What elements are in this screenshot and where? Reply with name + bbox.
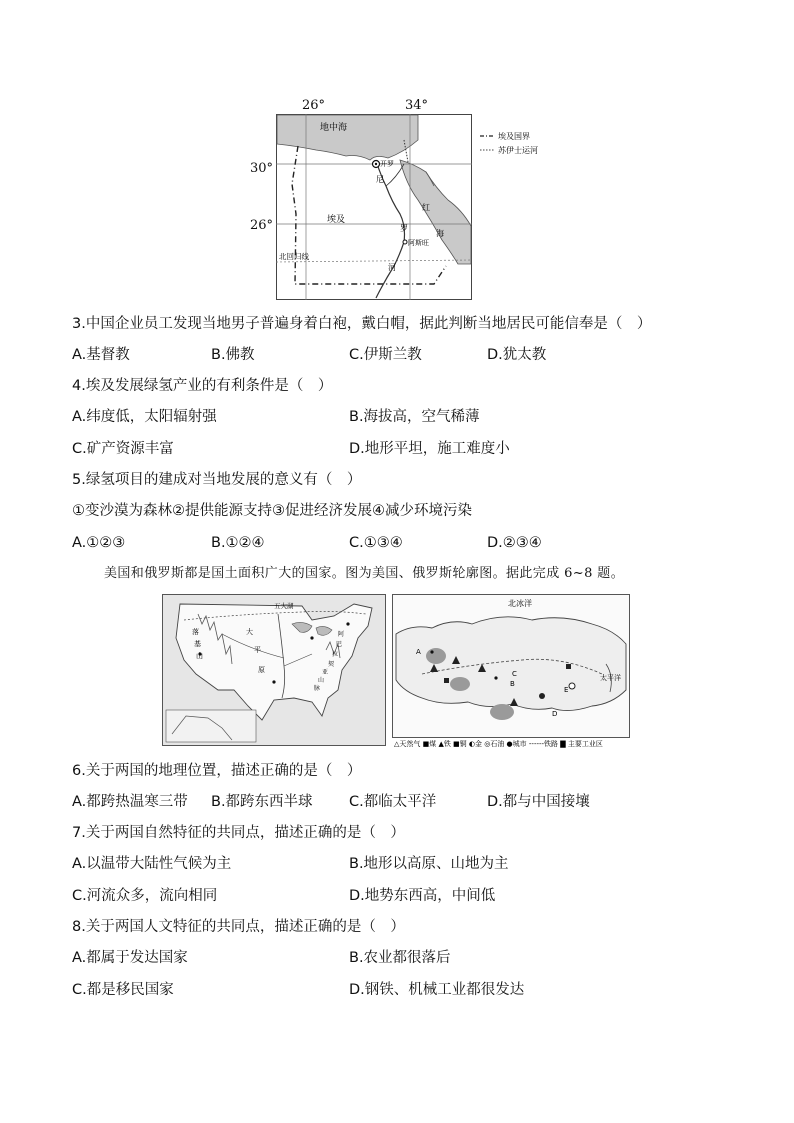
- q4-option-c[interactable]: C.矿产资源丰富: [72, 441, 174, 457]
- region-letter-a: A: [416, 648, 421, 656]
- q6-option-c[interactable]: C.都临太平洋: [349, 794, 437, 810]
- russia-ocean-label: 北冰洋: [508, 599, 532, 608]
- usa-label-app-3: 拉: [332, 651, 339, 658]
- question-7-stem: 7.关于两国自然特征的共同点，描述正确的是（ ）: [72, 825, 405, 841]
- q4-option-b[interactable]: B.海拔高，空气稀薄: [349, 409, 480, 425]
- usa-label-app-7: 脉: [314, 685, 321, 692]
- latitude-label-26: 26°: [250, 218, 274, 233]
- egypt-map-legend: [478, 130, 568, 158]
- q3-option-a[interactable]: A.基督教: [72, 347, 130, 363]
- q7-option-a[interactable]: A.以温带大陆性气候为主: [72, 856, 232, 872]
- nile-char-3: 河: [388, 263, 396, 272]
- region-letter-e: E: [564, 686, 569, 694]
- nile-char-1: 尼: [376, 175, 384, 184]
- tropic-label: 北回归线: [279, 252, 309, 261]
- usa-label-app-2: 巴: [336, 641, 343, 648]
- legend-canal-label: 苏伊士运河: [498, 146, 538, 155]
- region-letter-c: C: [512, 670, 517, 678]
- red-sea-char-2: 海: [436, 229, 444, 238]
- city-label: 开罗: [380, 160, 394, 168]
- q5-option-a[interactable]: A.①②③: [72, 535, 126, 551]
- industrial-region-volga: [450, 677, 470, 691]
- sea-label: 地中海: [320, 123, 348, 133]
- question-5-stem: 5.绿氢项目的建成对当地发展的意义有（ ）: [72, 472, 362, 488]
- usa-label-plain-2: 平: [254, 646, 261, 654]
- q6-option-b[interactable]: B.都跨东西半球: [211, 794, 313, 810]
- legend-border-label: 埃及国界: [498, 132, 530, 141]
- red-sea-char-1: 红: [422, 203, 430, 212]
- q3-option-b[interactable]: B.佛教: [211, 347, 255, 363]
- q8-option-b[interactable]: B.农业都很落后: [349, 950, 451, 966]
- russia-map-legend: △天然气 ■煤 ▲铁 ■铜 ◐金 ◎石油 ●城市 ------铁路 ▇ 主要工业区: [394, 740, 603, 748]
- usa-label-great-lakes: 五大湖: [274, 602, 294, 610]
- russia-pacific-label: 太平洋: [600, 674, 621, 682]
- usa-label-app-1: 阿: [338, 631, 345, 638]
- q7-option-d[interactable]: D.地势东西高，中间低: [349, 888, 496, 904]
- usa-map: [162, 594, 386, 746]
- usa-label-plain-3: 原: [258, 666, 265, 674]
- question-4-stem: 4.埃及发展绿氢产业的有利条件是（ ）: [72, 378, 333, 394]
- question-5-substem: ①变沙漠为森林②提供能源支持③促进经济发展④减少环境污染: [72, 503, 472, 519]
- usa-label-plain-1: 大: [246, 628, 253, 636]
- q8-option-c[interactable]: C.都是移民国家: [72, 982, 174, 998]
- q5-option-c[interactable]: C.①③④: [349, 535, 403, 551]
- question-6-stem: 6.关于两国的地理位置，描述正确的是（ ）: [72, 763, 362, 779]
- usa-label-rocky-1: 落: [192, 628, 199, 636]
- usa-label-app-4: 契: [328, 661, 335, 668]
- region-letter-b: B: [510, 680, 515, 688]
- q7-option-c[interactable]: C.河流众多，流向相同: [72, 888, 218, 904]
- aswan-label: 阿斯旺: [408, 239, 429, 247]
- q3-option-d[interactable]: D.犹太教: [487, 347, 547, 363]
- q6-option-d[interactable]: D.都与中国接壤: [487, 794, 590, 810]
- longitude-label-34: 34°: [405, 98, 429, 113]
- q5-option-b[interactable]: B.①②④: [211, 535, 265, 551]
- usa-label-rocky-3: 山: [196, 652, 203, 660]
- q4-option-a[interactable]: A.纬度低，太阳辐射强: [72, 409, 217, 425]
- usa-label-app-5: 亚: [322, 669, 329, 676]
- russia-land-shape: [396, 617, 626, 711]
- q3-option-c[interactable]: C.伊斯兰教: [349, 347, 422, 363]
- q8-option-d[interactable]: D.钢铁、机械工业都很发达: [349, 982, 525, 998]
- industrial-region-moscow: [426, 648, 446, 664]
- question-3-stem: 3.中国企业员工发现当地男子普遍身着白袍，戴白帽，据此判断当地居民可能信奉是（ ）: [72, 316, 652, 332]
- q7-option-b[interactable]: B.地形以高原、山地为主: [349, 856, 509, 872]
- q5-option-d[interactable]: D.②③④: [487, 535, 542, 551]
- q6-option-a[interactable]: A.都跨热温寒三带: [72, 794, 188, 810]
- country-label: 埃及: [327, 215, 346, 225]
- industrial-region-south: [490, 704, 514, 720]
- question-8-stem: 8.关于两国人文特征的共同点，描述正确的是（ ）: [72, 919, 405, 935]
- russia-map: [392, 594, 630, 748]
- q4-option-d[interactable]: D.地形平坦，施工难度小: [349, 441, 510, 457]
- usa-label-rocky-2: 基: [194, 640, 201, 648]
- intro-text: 美国和俄罗斯都是国土面积广大的国家。图为美国、俄罗斯轮廓图。据此完成 6~8 题。: [104, 566, 625, 581]
- longitude-label-26: 26°: [302, 98, 326, 113]
- latitude-label-30: 30°: [250, 161, 274, 176]
- region-letter-d: D: [552, 710, 558, 718]
- nile-char-2: 罗: [400, 224, 408, 233]
- q8-option-a[interactable]: A.都属于发达国家: [72, 950, 188, 966]
- egypt-map: [276, 114, 472, 300]
- usa-label-app-6: 山: [318, 677, 325, 684]
